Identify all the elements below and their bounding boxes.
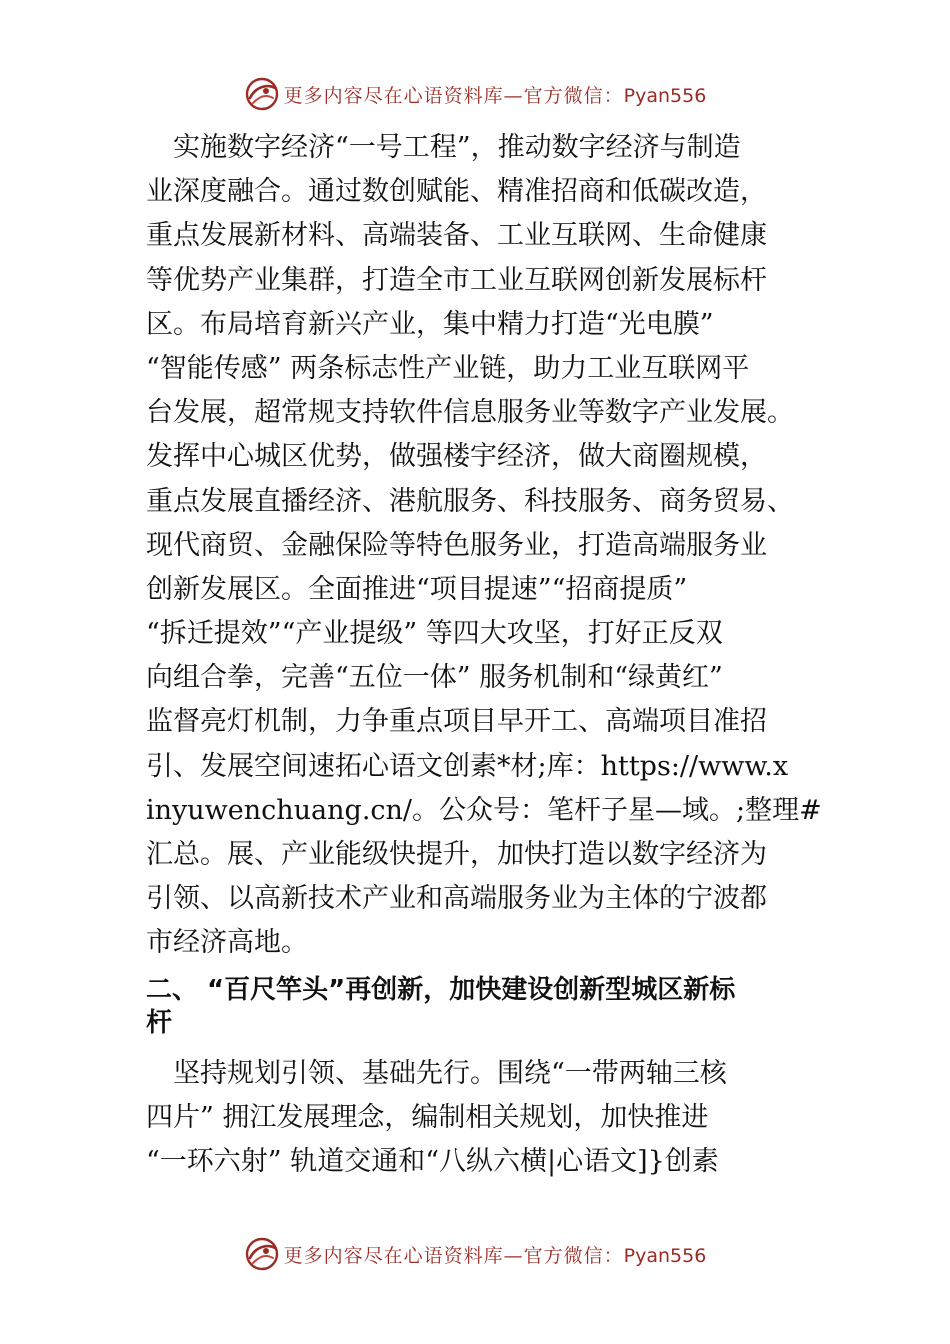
text-line: inyuwenchuang.cn/。公众号：笔杆子星—域。;整理# xyxy=(146,794,822,826)
banner-handle: Pyan556 xyxy=(623,84,707,107)
text-line: “智能传感” 两条标志性产业链，助力工业互联网平 xyxy=(146,352,750,384)
header-banner xyxy=(0,74,950,114)
text-line: “拆迁提效”“产业提级” 等四大攻坚，打好正反双 xyxy=(146,618,723,650)
paragraph-1 xyxy=(146,126,826,966)
text-line: 重点发展直播经济、港航服务、科技服务、商务贸易、 xyxy=(146,485,794,517)
banner-text: 更多内容尽在心语资料库—官方微信：Pyan556 xyxy=(283,84,707,107)
text-line: 发挥中心城区优势，做强楼宇经济，做大商圈规模， xyxy=(146,441,767,473)
logo-icon xyxy=(244,76,280,112)
text-line: 等优势产业集群，打造全市工业互联网创新发展标杆 xyxy=(146,264,767,296)
text-line: 区。布局培育新兴产业，集中精力打造“光电膜” xyxy=(146,308,714,340)
text-line: 市经济高地。 xyxy=(146,927,308,959)
text-line: 台发展，超常规支持软件信息服务业等数字产业发展。 xyxy=(146,397,794,429)
text-line: 监督亮灯机制，力争重点项目早开工、高端项目准招 xyxy=(146,706,767,738)
text-line: 向组合拳，完善“五位一体” 服务机制和“绿黄红” xyxy=(146,662,723,694)
heading-line: 二、 “百尺竿头”再创新，加快建设创新型城区新标 xyxy=(146,975,736,1005)
paragraph-2 xyxy=(146,1052,826,1185)
text-line: 实施数字经济“一号工程”，推动数字经济与制造 xyxy=(146,132,741,163)
text-line: “一环六射” 轨道交通和“八纵六横|心语文]}创素 xyxy=(146,1146,719,1178)
text-line: 四片” 拥江发展理念，编制相关规划，加快推进 xyxy=(146,1102,709,1134)
text-line: 现代商贸、金融保险等特色服务业，打造高端服务业 xyxy=(146,529,767,561)
text-line: 坚持规划引领、基础先行。围绕“一带两轴三核 xyxy=(146,1058,727,1089)
footer-banner xyxy=(0,1234,950,1274)
banner-handle: Pyan556 xyxy=(623,1244,707,1267)
text-line: 汇总。展、产业能级快提升，加快打造以数字经济为 xyxy=(146,839,767,870)
banner-text: 更多内容尽在心语资料库—官方微信：Pyan556 xyxy=(283,1244,707,1267)
text-line: 引、发展空间速拓心语文创素*材;库：https://www.x xyxy=(146,750,789,782)
text-line: 重点发展新材料、高端装备、工业互联网、生命健康 xyxy=(146,220,767,252)
logo-icon xyxy=(244,1236,280,1272)
section-heading xyxy=(146,974,826,1040)
text-line: 创新发展区。全面推进“项目提速”“招商提质” xyxy=(146,573,688,605)
text-line: 引领、以高新技术产业和高端服务业为主体的宁波都 xyxy=(146,883,767,915)
heading-line: 杆 xyxy=(146,1008,173,1038)
text-line: 业深度融合。通过数创赋能、精准招商和低碳改造， xyxy=(146,176,767,208)
